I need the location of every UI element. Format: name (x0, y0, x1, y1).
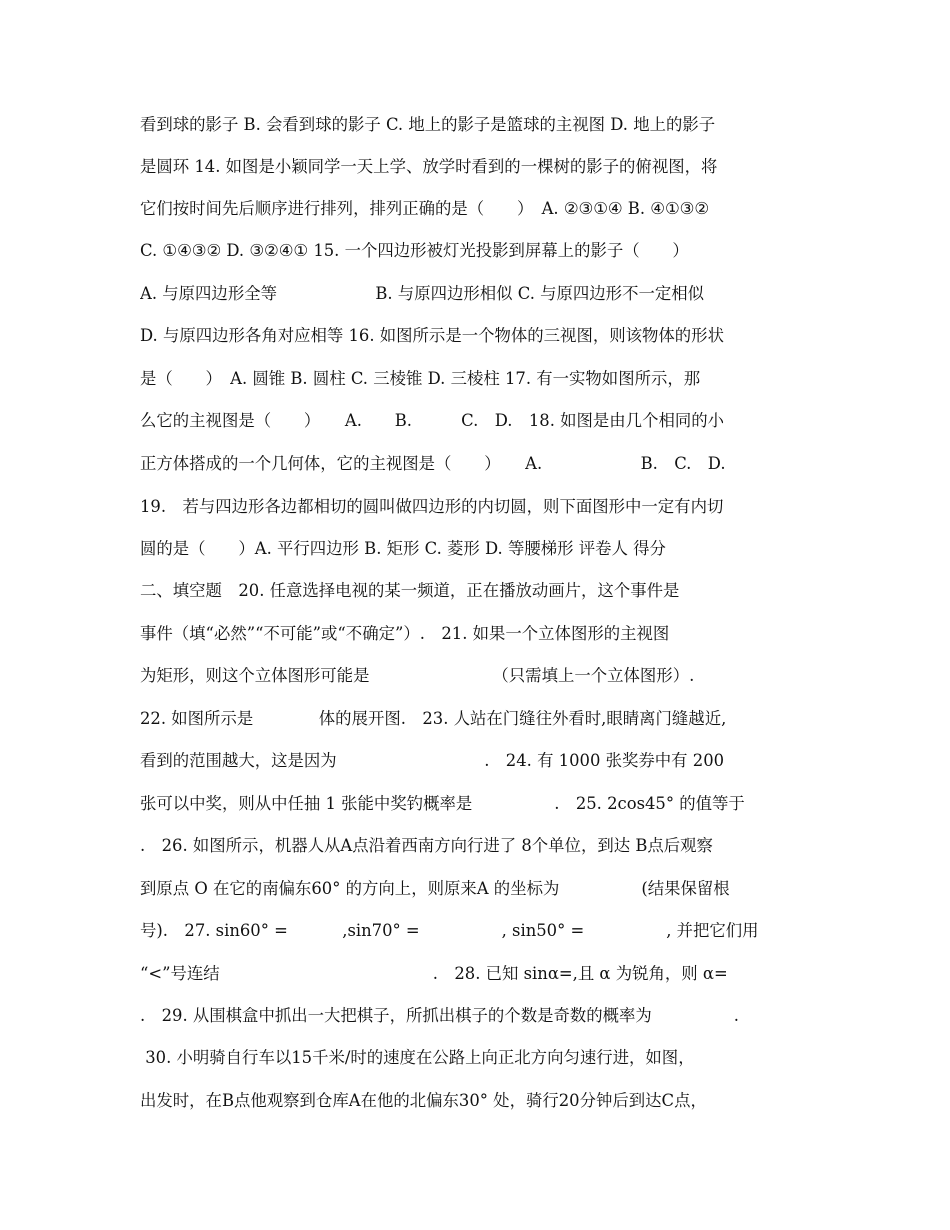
text-line: 到原点 O 在它的南偏东60° 的方向上，则原来A 的坐标为 (结果保留根 (140, 879, 730, 898)
text-line: 它们按时间先后顺序进行排列，排列正确的是（ ） A. ②③①④ B. ④①③② (140, 199, 710, 218)
text-line: 事件（填“必然”“不可能”或“不确定”）. 21. 如果一个立体图形的主视图 (140, 624, 670, 643)
text-line: 为矩形，则这个立体图形可能是 （只需填上一个立体图形）. (140, 666, 695, 685)
text-line: 是圆环 14. 如图是小颖同学一天上学、放学时看到的一棵树的影子的俯视图，将 (140, 157, 718, 176)
text-line: “<”号连结 . 28. 已知 sinα=,且 α 为锐角，则 α= (140, 964, 728, 983)
text-line: . 26. 如图所示，机器人从A点沿着西南方向行进了 8个单位，到达 B点后观察 (140, 836, 713, 855)
text-line: 二、填空题 20. 任意选择电视的某一频道，正在播放动画片，这个事件是 (140, 581, 680, 600)
text-line: 号). 27. sin60° = ,sin70° = , sin50° = , 并把它们用 (140, 921, 759, 940)
text-line: 看到球的影子 B. 会看到球的影子 C. 地上的影子是篮球的主视图 D. 地上的影子 (140, 115, 716, 134)
text-line: . 29. 从围棋盒中抓出一大把棋子，所抓出棋子的个数是奇数的概率为 . (140, 1006, 739, 1025)
text-line: 看到的范围越大，这是因为 . 24. 有 1000 张奖券中有 200 (140, 751, 725, 770)
text-line: 出发时，在B点他观察到仓库A在他的北偏东30° 处，骑行20分钟后到达C点， (140, 1091, 707, 1110)
text-line: 张可以中奖，则从中任抽 1 张能中奖钓概率是 . 25. 2cos45° 的值等于 (140, 794, 745, 813)
text-line: 30. 小明骑自行车以15千米/时的速度在公路上向正北方向匀速行进，如图， (140, 1048, 695, 1067)
text-line: A. 与原四边形全等 B. 与原四边形相似 C. 与原四边形不一定相似 (140, 284, 705, 303)
text-line: 正方体搭成的一个几何体，它的主视图是（ ） A. B. C. D. (140, 454, 726, 473)
text-line: 22. 如图所示是 体的展开图. 23. 人站在门缝往外看时,眼睛离门缝越近, (140, 709, 727, 728)
text-line: 圆的是（ ）A. 平行四边形 B. 矩形 C. 菱形 D. 等腰梯形 评卷人 得分 (140, 539, 666, 558)
text-line: C. ①④③② D. ③②④① 15. 一个四边形被灯光投影到屏幕上的影子（ ） (140, 241, 689, 260)
text-line: 么它的主视图是（ ） A. B. C. D. 18. 如图是由几个相同的小 (140, 411, 725, 430)
text-line: 是（ ） A. 圆锥 B. 圆柱 C. 三棱锥 D. 三棱柱 17. 有一实物如图所示，那 (140, 369, 701, 388)
text-line: D. 与原四边形各角对应相等 16. 如图所示是一个物体的三视图，则该物体的形状 (140, 326, 724, 345)
text-line: 19. 若与四边形各边都相切的圆叫做四边形的内切圆，则下面图形中一定有内切 (140, 497, 724, 516)
